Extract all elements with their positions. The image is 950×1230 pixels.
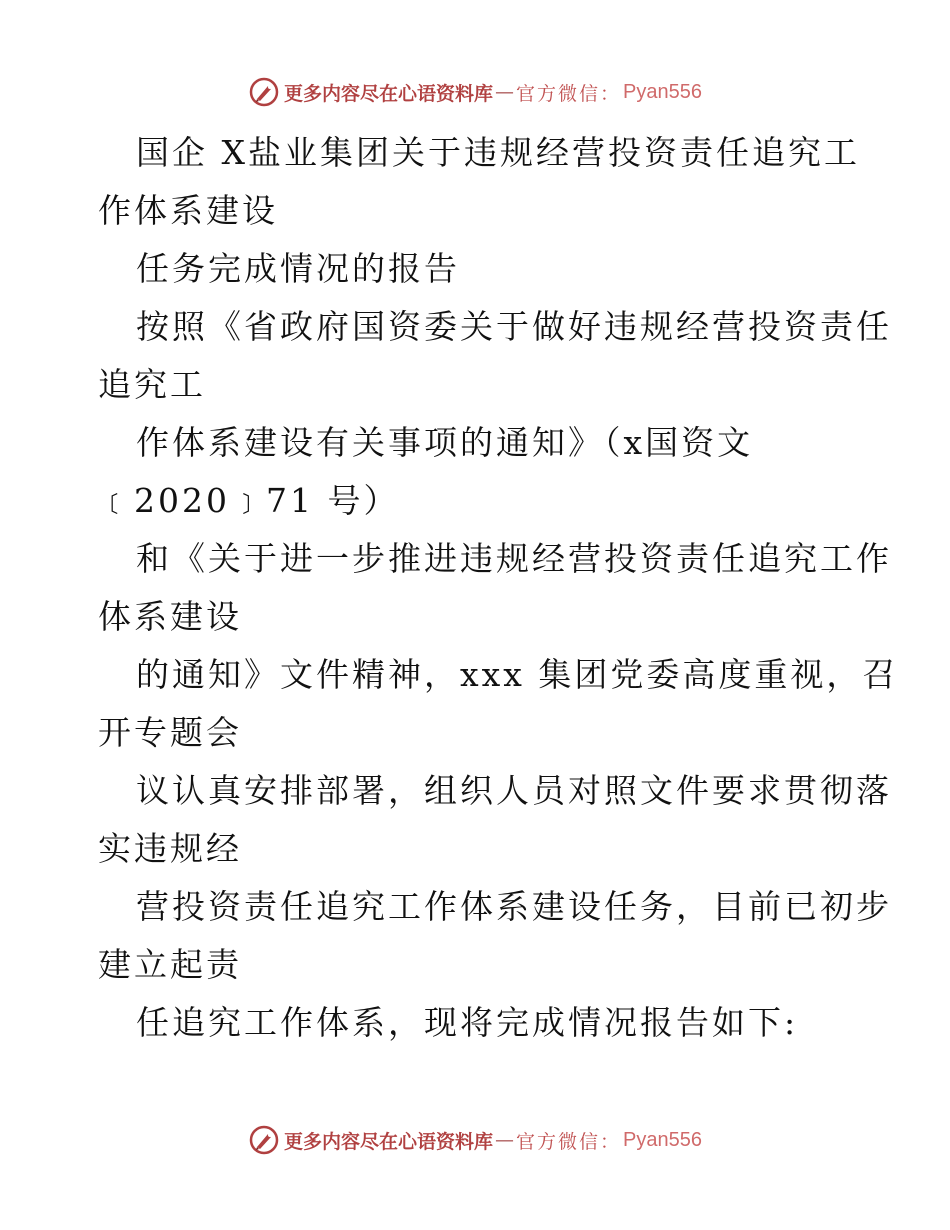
banner-main-text: 更多内容尽在心语资料库 xyxy=(284,1130,494,1153)
footer-banner xyxy=(0,1120,950,1160)
doc-line-14: 营投资责任追究工作体系建设任务，目前已初步 xyxy=(136,887,892,926)
doc-line-6: 作体系建设有关事项的通知》（x国资文 xyxy=(136,423,754,462)
doc-line-13: 实违规经 xyxy=(98,829,242,868)
header-banner xyxy=(0,72,950,112)
banner-dash: — xyxy=(495,81,515,103)
document-body xyxy=(98,124,899,1052)
doc-line-9: 体系建设 xyxy=(98,597,242,636)
doc-line-7: ﹝2020﹞71 号） xyxy=(98,481,400,520)
doc-line-10: 的通知》文件精神，xxx 集团党委高度重视，召 xyxy=(136,655,899,694)
doc-line-4: 按照《省政府国资委关于做好违规经营投资责任 xyxy=(136,307,892,346)
doc-line-1: 国企 X盐业集团关于违规经营投资责任追究工 xyxy=(136,133,860,172)
doc-line-8: 和《关于进一步推进违规经营投资责任追究工作 xyxy=(136,539,892,578)
doc-line-5: 追究工 xyxy=(98,365,206,404)
doc-line-2: 作体系建设 xyxy=(98,191,278,230)
pen-logo-icon xyxy=(248,1124,280,1156)
doc-line-11: 开专题会 xyxy=(98,713,242,752)
banner-sub-text: 官方微信： xyxy=(516,1130,622,1153)
banner-wechat-id: Pyan556 xyxy=(623,80,702,103)
banner-dash: — xyxy=(495,1129,515,1151)
banner-wechat-id: Pyan556 xyxy=(623,1128,702,1151)
banner-main-text: 更多内容尽在心语资料库 xyxy=(284,82,494,105)
doc-line-3: 任务完成情况的报告 xyxy=(136,249,460,288)
doc-line-15: 建立起责 xyxy=(98,945,242,984)
pen-logo-icon xyxy=(248,76,280,108)
banner-sub-text: 官方微信： xyxy=(516,82,622,105)
doc-line-16: 任追究工作体系，现将完成情况报告如下: xyxy=(136,1003,799,1042)
doc-line-12: 议认真安排部署，组织人员对照文件要求贯彻落 xyxy=(136,771,892,810)
